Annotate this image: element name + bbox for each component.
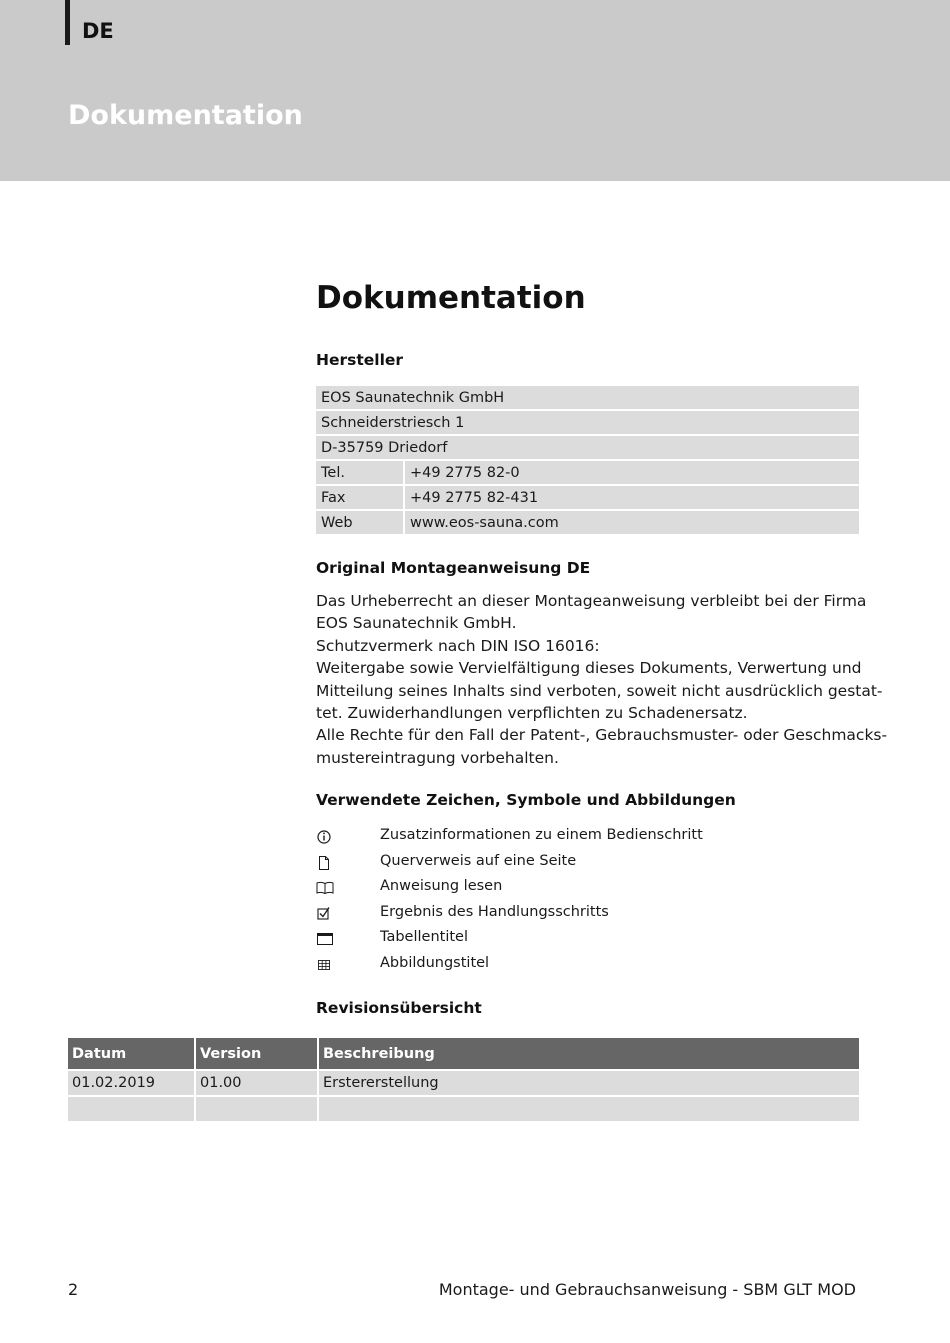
table-row: [316, 486, 859, 509]
paragraph-line: Alle Rechte für den Fall der Patent-, Gebrauchsmuster- oder Geschmacks-: [316, 726, 888, 745]
symbol-description: Abbildungstitel: [380, 954, 490, 971]
original-heading: Original Montageanweisung DE: [316, 559, 591, 577]
symbol-description: Ergebnis des Handlungsschritts: [380, 903, 609, 920]
page-title: Dokumentation: [316, 280, 586, 316]
company-cell: EOS Saunatechnik GmbH: [316, 386, 859, 409]
symbols-heading: Verwendete Zeichen, Symbole und Abbildungen: [316, 791, 736, 809]
copyright-paragraph: [316, 590, 888, 769]
paragraph-line: tet. Zuwiderhandlungen verpflichten zu Schadenersatz.: [316, 704, 748, 723]
table-cell: Erstererstellung: [319, 1069, 859, 1095]
symbol-description: Querverweis auf eine Seite: [380, 852, 577, 869]
contact-value: www.eos-sauna.com: [405, 511, 859, 534]
symbol-description: Anweisung lesen: [380, 878, 503, 895]
contact-label: Fax: [316, 486, 405, 509]
table-row: [68, 1095, 859, 1121]
paragraph-line: mustereintragung vorbehalten.: [316, 748, 559, 767]
paragraph-line: Das Urheberrecht an dieser Montageanweisung verbleibt bei der Firma: [316, 592, 867, 610]
contact-label: Web: [316, 511, 405, 534]
manufacturer-table: [316, 384, 859, 536]
table-row: [68, 1069, 859, 1095]
page-icon: [316, 855, 334, 871]
symbol-list: [316, 824, 859, 978]
checkbox-icon: [316, 906, 334, 922]
table-cell: 01.00: [196, 1069, 319, 1095]
table-cell: [68, 1095, 196, 1121]
book-icon: [316, 880, 334, 896]
list-item: [316, 875, 859, 901]
grid-icon: [316, 957, 334, 973]
contact-value: +49 2775 82-0: [405, 461, 859, 484]
column-header-description: Beschreibung: [319, 1038, 859, 1069]
footer-document-title: Montage- und Gebrauchsanweisung - SBM GLT MOD: [438, 1280, 856, 1299]
city-cell: D-35759 Driedorf: [316, 436, 859, 459]
table-cell: [196, 1095, 319, 1121]
table-title-icon: [316, 931, 334, 947]
symbol-description: Zusatzinformationen zu einem Bedienschritt: [380, 827, 703, 843]
chapter-title: Dokumentation: [68, 100, 303, 131]
table-row: [316, 436, 859, 459]
table-row: [316, 386, 859, 409]
table-cell: [319, 1095, 859, 1121]
contact-label: Tel.: [316, 461, 405, 484]
list-item: [316, 926, 859, 952]
paragraph-line: Schutzvermerk nach DIN ISO 16016:: [316, 636, 600, 655]
table-row: [316, 461, 859, 484]
contact-value: +49 2775 82-431: [405, 486, 859, 509]
revision-table: [68, 1038, 859, 1121]
info-icon: [316, 829, 334, 845]
language-tag: DE: [82, 19, 114, 43]
symbol-description: Tabellentitel: [380, 929, 468, 946]
list-item: [316, 952, 859, 978]
table-row: [316, 411, 859, 434]
header-band: [0, 0, 950, 181]
table-row: [316, 511, 859, 534]
list-item: [316, 901, 859, 927]
manufacturer-heading: Hersteller: [316, 351, 404, 369]
page-number: 2: [68, 1280, 79, 1299]
paragraph-line: Mitteilung seines Inhalts sind verboten, soweit nicht ausdrücklich gestat-: [316, 681, 883, 700]
table-header-row: [68, 1038, 859, 1069]
paragraph-line: EOS Saunatechnik GmbH.: [316, 614, 517, 633]
language-marker-bar: [65, 0, 70, 45]
list-item: [316, 850, 859, 876]
table-cell: 01.02.2019: [68, 1069, 196, 1095]
paragraph-line: Weitergabe sowie Vervielfältigung dieses Dokuments, Verwertung und: [316, 659, 862, 678]
revision-heading: Revisionsübersicht: [316, 999, 482, 1017]
street-cell: Schneiderstriesch 1: [316, 411, 859, 434]
column-header-date: Datum: [68, 1038, 196, 1069]
column-header-version: Version: [196, 1038, 319, 1069]
list-item: [316, 824, 859, 850]
